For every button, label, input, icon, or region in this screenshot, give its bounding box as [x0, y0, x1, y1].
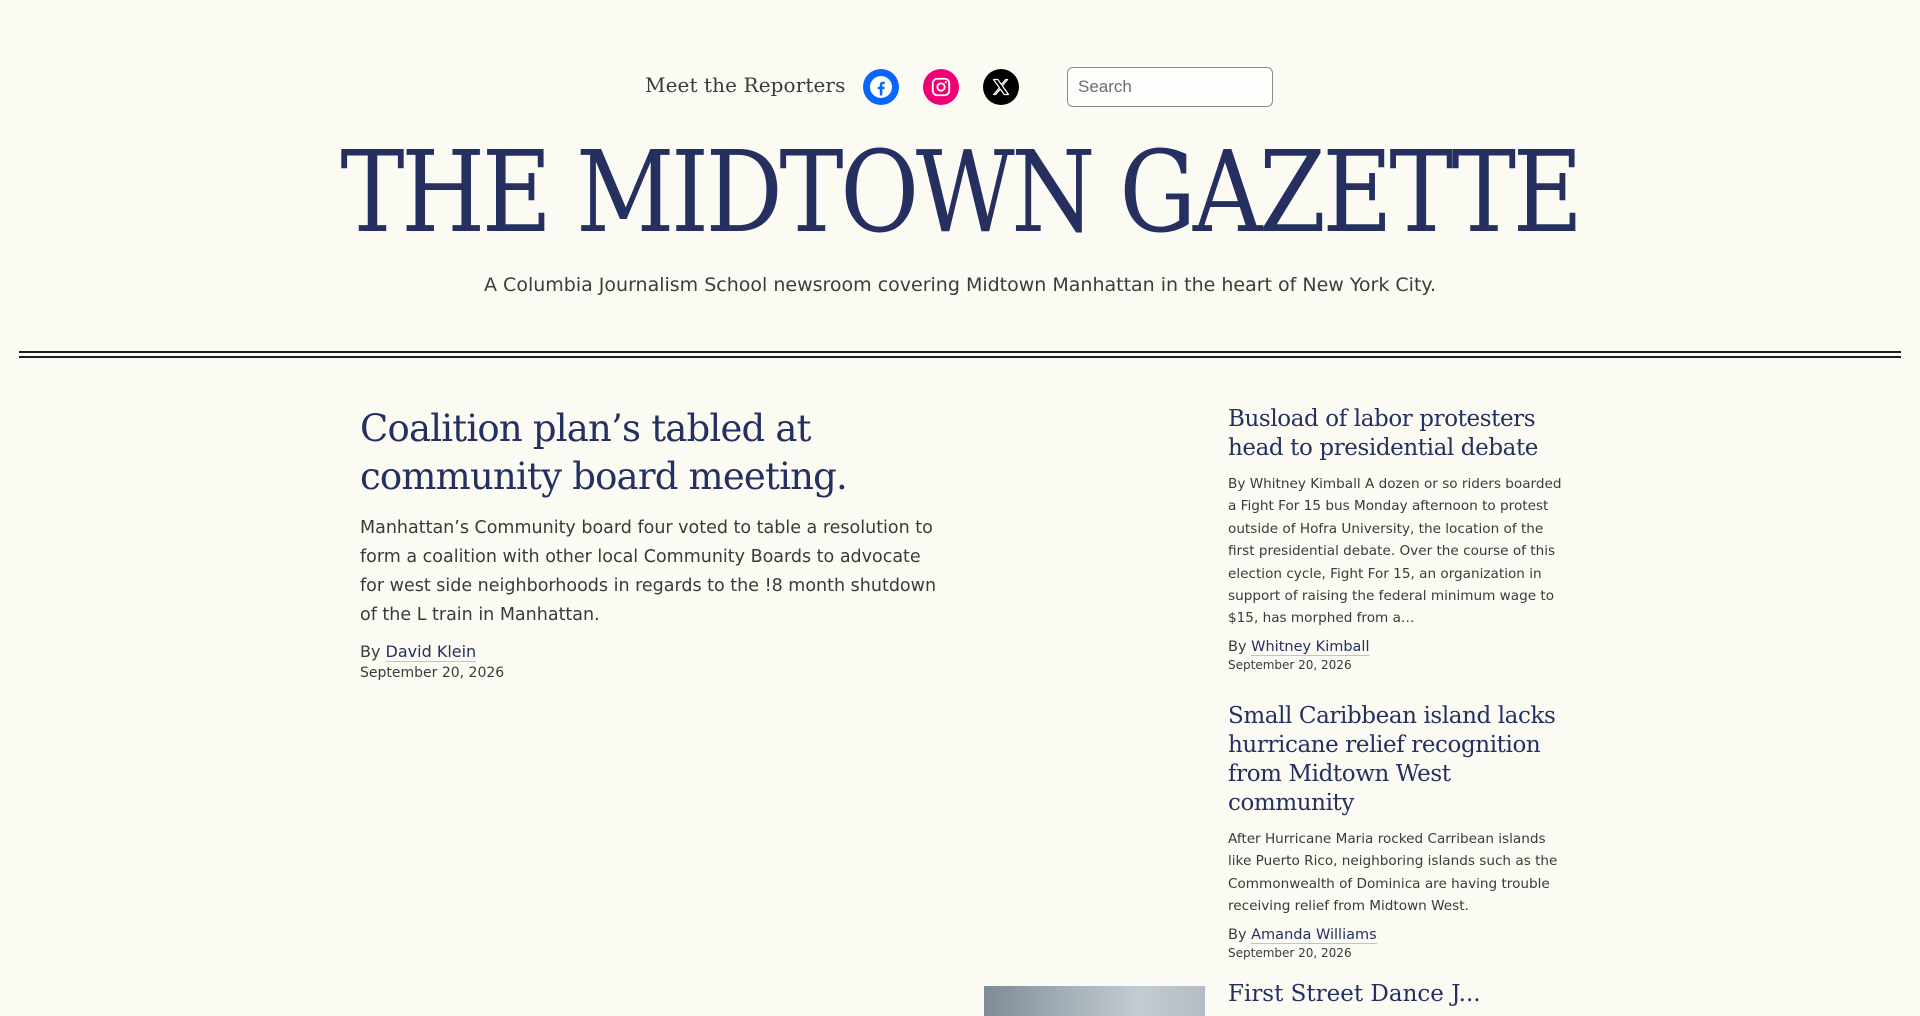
lead-story	[360, 405, 950, 681]
side-story-title[interactable]: Busload of labor protesters head to presidential debate	[1228, 406, 1539, 461]
story-thumbnail-image[interactable]	[984, 986, 1205, 1016]
site-tagline: A Columbia Journalism School newsroom covering Midtown Manhattan in the heart of New York City.	[484, 274, 1436, 296]
top-navigation	[0, 67, 1920, 109]
byline	[360, 642, 950, 661]
byline-prefix: By	[1228, 638, 1247, 655]
facebook-link[interactable]	[863, 69, 899, 105]
author-link[interactable]: David Klein	[385, 642, 477, 661]
side-story-title[interactable]: First Street Dance J...	[1228, 981, 1481, 1007]
post-date: September 20, 2026	[1228, 945, 1352, 960]
side-story	[1228, 980, 1563, 1009]
byline-prefix: By	[360, 642, 381, 661]
lead-story-excerpt: Manhattan’s Community board four voted to table a resolution to form a coalition with other local Community Boards to advocate for west side neighborhoods in regards to the !8 month shutdown of the L train in Manhattan.	[360, 518, 937, 625]
byline-prefix: By	[1228, 926, 1247, 943]
instagram-icon	[930, 76, 952, 98]
meet-the-reporters-link[interactable]: Meet the Reporters	[645, 73, 846, 97]
x-link[interactable]	[983, 69, 1019, 105]
side-story	[1228, 702, 1563, 960]
side-story-title[interactable]: Small Caribbean island lacks hurricane relief recognition from Midtown West community	[1228, 703, 1556, 816]
author-link[interactable]: Whitney Kimball	[1251, 638, 1370, 655]
x-icon	[991, 77, 1011, 97]
side-story-excerpt: By Whitney Kimball A dozen or so riders boarded a Fight For 15 bus Monday afternoon to protest outside of Hofra University, the location of the first presidential debate. Over the course of this election cycle, Fight For 15, an organization in support of raising the federal minimum wage to $15, has morphed from a…	[1228, 476, 1562, 627]
post-date: September 20, 2026	[360, 665, 505, 681]
search-input[interactable]	[1067, 67, 1273, 107]
divider-line	[19, 351, 1901, 353]
side-story-excerpt: After Hurricane Maria rocked Carribean islands like Puerto Rico, neighboring islands such as the Commonwealth of Dominica are having trouble receiving relief from Midtown West.	[1228, 831, 1558, 915]
facebook-icon	[869, 75, 893, 99]
lead-story-title[interactable]: Coalition plan’s tabled at community board meeting.	[360, 407, 848, 498]
author-link[interactable]: Amanda Williams	[1251, 926, 1377, 943]
divider-line	[19, 356, 1901, 358]
site-title[interactable]: THE MIDTOWN GAZETTE	[340, 128, 1580, 258]
byline	[1228, 639, 1563, 655]
post-date: September 20, 2026	[1228, 657, 1352, 672]
side-story	[1228, 405, 1563, 672]
byline	[1228, 927, 1563, 943]
instagram-link[interactable]	[923, 69, 959, 105]
